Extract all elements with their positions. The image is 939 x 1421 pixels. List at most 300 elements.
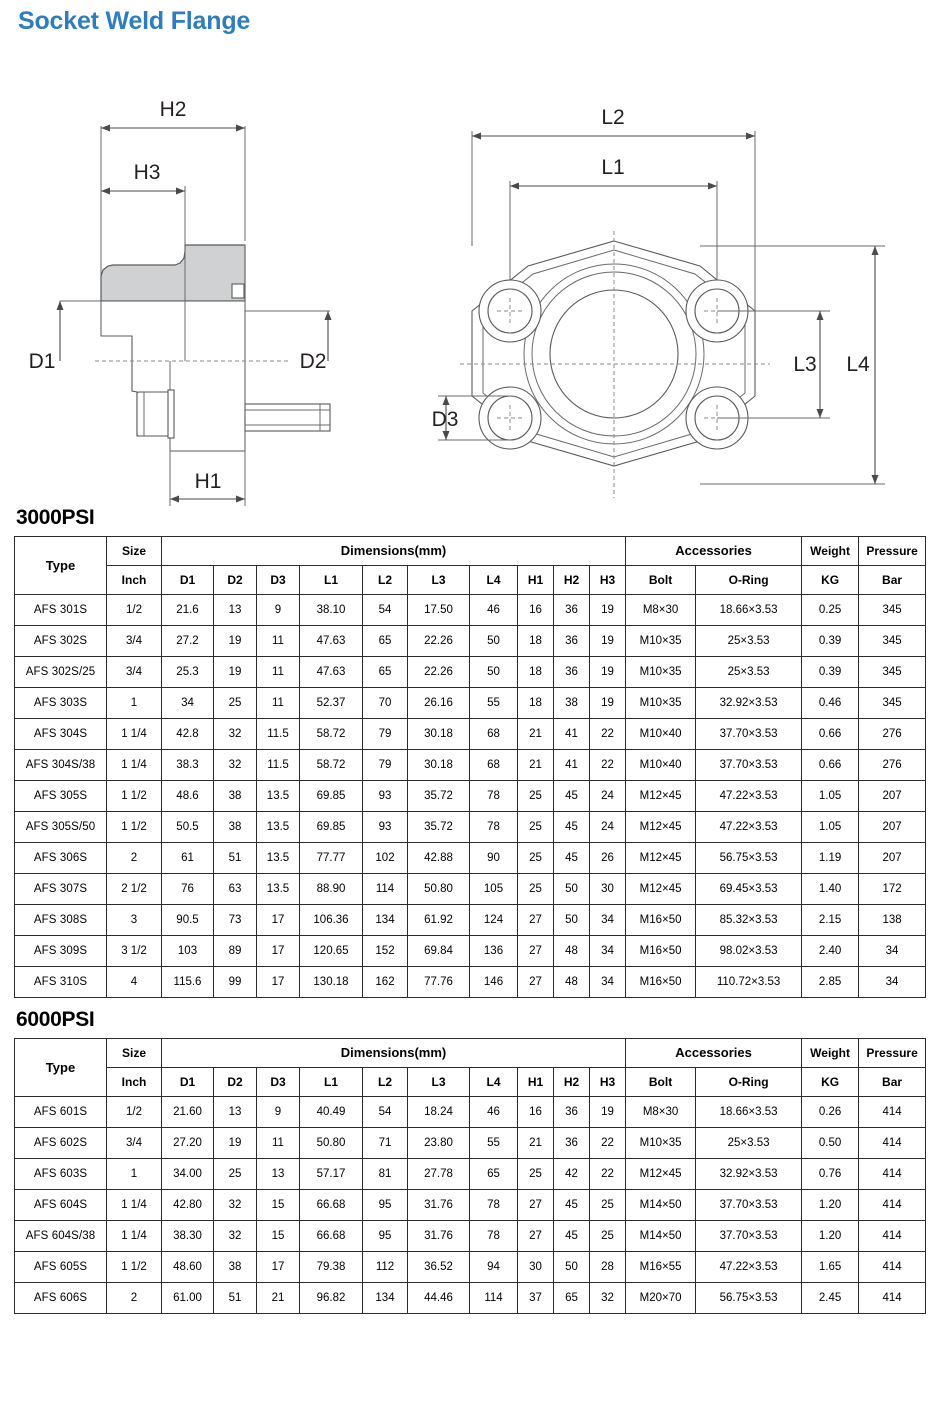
cell-bolt: M10×40 xyxy=(626,718,696,749)
label-l1: L1 xyxy=(601,155,625,179)
cell-h3: 34 xyxy=(590,935,626,966)
cell-h2: 50 xyxy=(554,873,590,904)
cell-d3: 17 xyxy=(257,904,300,935)
cell-bolt: M10×35 xyxy=(626,656,696,687)
cell-size: 1 1/4 xyxy=(107,749,162,780)
cell-h1: 27 xyxy=(518,966,554,997)
cell-h2: 36 xyxy=(554,1127,590,1158)
table-row xyxy=(15,1282,926,1313)
cell-h2: 45 xyxy=(554,1189,590,1220)
cell-type: AFS 307S xyxy=(15,873,107,904)
cell-l3: 26.16 xyxy=(408,687,470,718)
cell-l3: 17.50 xyxy=(408,594,470,625)
cell-l3: 23.80 xyxy=(408,1127,470,1158)
cell-l4: 68 xyxy=(470,718,518,749)
cell-pressure: 414 xyxy=(859,1282,926,1313)
cell-weight: 0.39 xyxy=(802,625,859,656)
cell-l3: 69.84 xyxy=(408,935,470,966)
spec-table-3000psi xyxy=(14,536,926,998)
cell-l2: 134 xyxy=(363,1282,408,1313)
cell-d1: 42.8 xyxy=(162,718,214,749)
cell-d3: 11.5 xyxy=(257,718,300,749)
cell-type: AFS 310S xyxy=(15,966,107,997)
cell-d2: 19 xyxy=(214,656,257,687)
cell-d2: 32 xyxy=(214,718,257,749)
table-row xyxy=(15,1189,926,1220)
cell-l2: 79 xyxy=(363,718,408,749)
cell-oring: 98.02×3.53 xyxy=(696,935,802,966)
cell-size: 1/2 xyxy=(107,594,162,625)
cell-h2: 42 xyxy=(554,1158,590,1189)
cell-weight: 1.19 xyxy=(802,842,859,873)
cell-h1: 27 xyxy=(518,1220,554,1251)
cell-bolt: M8×30 xyxy=(626,1096,696,1127)
cell-l4: 78 xyxy=(470,811,518,842)
th-accessories: Accessories xyxy=(626,1038,802,1067)
table-row xyxy=(15,656,926,687)
table-row xyxy=(15,1251,926,1282)
cell-oring: 25×3.53 xyxy=(696,625,802,656)
cell-h2: 36 xyxy=(554,656,590,687)
cell-h1: 16 xyxy=(518,594,554,625)
th-bolt: Bolt xyxy=(626,1067,696,1096)
cell-h1: 25 xyxy=(518,780,554,811)
cell-type: AFS 302S xyxy=(15,625,107,656)
cell-d3: 13.5 xyxy=(257,811,300,842)
th-l4: L4 xyxy=(470,565,518,594)
cell-h3: 19 xyxy=(590,594,626,625)
cell-l1: 106.36 xyxy=(300,904,363,935)
cell-h3: 26 xyxy=(590,842,626,873)
cell-h3: 22 xyxy=(590,1127,626,1158)
cell-d1: 38.3 xyxy=(162,749,214,780)
th-h2: H2 xyxy=(554,565,590,594)
cell-type: AFS 309S xyxy=(15,935,107,966)
cell-type: AFS 305S xyxy=(15,780,107,811)
cell-l2: 54 xyxy=(363,594,408,625)
cell-d3: 13 xyxy=(257,1158,300,1189)
th-l4: L4 xyxy=(470,1067,518,1096)
cell-size: 3/4 xyxy=(107,625,162,656)
cell-pressure: 345 xyxy=(859,594,926,625)
cell-oring: 110.72×3.53 xyxy=(696,966,802,997)
cell-h3: 25 xyxy=(590,1220,626,1251)
cell-l2: 65 xyxy=(363,656,408,687)
cell-d2: 38 xyxy=(214,1251,257,1282)
cell-weight: 1.40 xyxy=(802,873,859,904)
cell-d3: 11.5 xyxy=(257,749,300,780)
cell-l4: 105 xyxy=(470,873,518,904)
cell-l3: 44.46 xyxy=(408,1282,470,1313)
cell-d3: 13.5 xyxy=(257,780,300,811)
cell-d2: 51 xyxy=(214,842,257,873)
th-h3: H3 xyxy=(590,1067,626,1096)
cell-size: 3/4 xyxy=(107,1127,162,1158)
table-row xyxy=(15,780,926,811)
th-dimensions: Dimensions(mm) xyxy=(162,536,626,565)
cell-d2: 13 xyxy=(214,594,257,625)
cell-l4: 78 xyxy=(470,1189,518,1220)
cell-l3: 30.18 xyxy=(408,718,470,749)
label-l4: L4 xyxy=(846,352,870,376)
cell-h2: 45 xyxy=(554,811,590,842)
cell-h1: 25 xyxy=(518,842,554,873)
th-pressure-unit: Bar xyxy=(859,1067,926,1096)
cell-d3: 11 xyxy=(257,625,300,656)
cell-h3: 19 xyxy=(590,625,626,656)
cell-d3: 15 xyxy=(257,1220,300,1251)
cell-h2: 50 xyxy=(554,1251,590,1282)
cell-l2: 95 xyxy=(363,1189,408,1220)
cell-type: AFS 306S xyxy=(15,842,107,873)
cell-size: 1 xyxy=(107,1158,162,1189)
label-d2: D2 xyxy=(299,349,327,373)
cell-d1: 50.5 xyxy=(162,811,214,842)
cell-bolt: M10×35 xyxy=(626,625,696,656)
cell-h1: 25 xyxy=(518,811,554,842)
cell-l1: 47.63 xyxy=(300,625,363,656)
cell-l3: 50.80 xyxy=(408,873,470,904)
cell-pressure: 276 xyxy=(859,718,926,749)
cell-weight: 0.25 xyxy=(802,594,859,625)
cell-type: AFS 304S/38 xyxy=(15,749,107,780)
th-d2: D2 xyxy=(214,1067,257,1096)
cell-d1: 61.00 xyxy=(162,1282,214,1313)
cell-d2: 32 xyxy=(214,749,257,780)
cell-weight: 0.66 xyxy=(802,749,859,780)
table-row xyxy=(15,1127,926,1158)
header-row-sub xyxy=(15,565,926,594)
cell-l1: 69.85 xyxy=(300,780,363,811)
cell-h3: 22 xyxy=(590,1158,626,1189)
cell-l2: 95 xyxy=(363,1220,408,1251)
table-row xyxy=(15,842,926,873)
cell-bolt: M12×45 xyxy=(626,780,696,811)
th-size: Size xyxy=(107,1038,162,1067)
cell-h3: 32 xyxy=(590,1282,626,1313)
cell-d2: 13 xyxy=(214,1096,257,1127)
table-row xyxy=(15,594,926,625)
cell-h3: 22 xyxy=(590,718,626,749)
th-d1: D1 xyxy=(162,565,214,594)
cell-pressure: 172 xyxy=(859,873,926,904)
table-row xyxy=(15,873,926,904)
cell-oring: 18.66×3.53 xyxy=(696,594,802,625)
cell-d2: 19 xyxy=(214,1127,257,1158)
cell-l1: 52.37 xyxy=(300,687,363,718)
cell-oring: 25×3.53 xyxy=(696,1127,802,1158)
cell-h2: 36 xyxy=(554,1096,590,1127)
th-d1: D1 xyxy=(162,1067,214,1096)
cell-l2: 71 xyxy=(363,1127,408,1158)
cell-type: AFS 304S xyxy=(15,718,107,749)
cell-h1: 21 xyxy=(518,1127,554,1158)
th-h1: H1 xyxy=(518,1067,554,1096)
cell-l1: 57.17 xyxy=(300,1158,363,1189)
cell-size: 2 xyxy=(107,842,162,873)
cell-d1: 25.3 xyxy=(162,656,214,687)
drawings-svg xyxy=(0,36,939,506)
cell-pressure: 138 xyxy=(859,904,926,935)
table-row xyxy=(15,904,926,935)
table-row xyxy=(15,749,926,780)
cell-d3: 13.5 xyxy=(257,842,300,873)
cell-oring: 37.70×3.53 xyxy=(696,1220,802,1251)
cell-l2: 81 xyxy=(363,1158,408,1189)
cell-h1: 18 xyxy=(518,625,554,656)
cell-d2: 89 xyxy=(214,935,257,966)
cell-l3: 35.72 xyxy=(408,780,470,811)
dimension-h1 xyxy=(170,470,245,503)
cell-l2: 152 xyxy=(363,935,408,966)
cell-l4: 68 xyxy=(470,749,518,780)
cell-weight: 1.20 xyxy=(802,1220,859,1251)
cell-l4: 55 xyxy=(470,687,518,718)
cell-l2: 70 xyxy=(363,687,408,718)
th-l3: L3 xyxy=(408,565,470,594)
flange-body-profile xyxy=(101,245,245,301)
th-weight-unit: KG xyxy=(802,1067,859,1096)
oring-groove-notch xyxy=(232,284,244,298)
cell-oring: 47.22×3.53 xyxy=(696,780,802,811)
cell-pressure: 207 xyxy=(859,811,926,842)
spec-table-6000psi xyxy=(14,1038,926,1314)
th-oring: O-Ring xyxy=(696,565,802,594)
cell-h3: 30 xyxy=(590,873,626,904)
cell-l2: 162 xyxy=(363,966,408,997)
cell-h3: 24 xyxy=(590,780,626,811)
cell-d3: 11 xyxy=(257,656,300,687)
th-pressure: Pressure xyxy=(859,536,926,565)
cell-pressure: 34 xyxy=(859,935,926,966)
th-weight: Weight xyxy=(802,536,859,565)
cell-type: AFS 606S xyxy=(15,1282,107,1313)
cell-type: AFS 601S xyxy=(15,1096,107,1127)
cell-h2: 45 xyxy=(554,780,590,811)
th-l3: L3 xyxy=(408,1067,470,1096)
cell-bolt: M16×50 xyxy=(626,935,696,966)
cell-d1: 27.20 xyxy=(162,1127,214,1158)
cell-h1: 21 xyxy=(518,718,554,749)
cell-l4: 55 xyxy=(470,1127,518,1158)
cell-h2: 38 xyxy=(554,687,590,718)
cell-oring: 47.22×3.53 xyxy=(696,1251,802,1282)
cell-l2: 79 xyxy=(363,749,408,780)
cell-type: AFS 603S xyxy=(15,1158,107,1189)
cell-l4: 146 xyxy=(470,966,518,997)
cell-oring: 37.70×3.53 xyxy=(696,1189,802,1220)
cell-size: 1 1/2 xyxy=(107,811,162,842)
cell-d1: 34.00 xyxy=(162,1158,214,1189)
cell-type: AFS 602S xyxy=(15,1127,107,1158)
section-heading-6000psi: 6000PSI xyxy=(16,1007,95,1031)
th-l1: L1 xyxy=(300,1067,363,1096)
cell-h2: 41 xyxy=(554,749,590,780)
cell-weight: 1.65 xyxy=(802,1251,859,1282)
cell-h2: 48 xyxy=(554,966,590,997)
header-row-sub xyxy=(15,1067,926,1096)
th-bolt: Bolt xyxy=(626,565,696,594)
cell-d2: 38 xyxy=(214,780,257,811)
cell-weight: 2.45 xyxy=(802,1282,859,1313)
cell-weight: 2.85 xyxy=(802,966,859,997)
cell-h2: 48 xyxy=(554,935,590,966)
cell-d3: 21 xyxy=(257,1282,300,1313)
label-d1: D1 xyxy=(28,349,56,373)
cell-bolt: M20×70 xyxy=(626,1282,696,1313)
cell-d1: 103 xyxy=(162,935,214,966)
cell-h1: 27 xyxy=(518,904,554,935)
cell-l1: 40.49 xyxy=(300,1096,363,1127)
cell-l1: 79.38 xyxy=(300,1251,363,1282)
cell-weight: 1.20 xyxy=(802,1189,859,1220)
cell-h3: 19 xyxy=(590,1096,626,1127)
cell-d3: 11 xyxy=(257,687,300,718)
cell-type: AFS 308S xyxy=(15,904,107,935)
cell-l2: 54 xyxy=(363,1096,408,1127)
cell-size: 4 xyxy=(107,966,162,997)
header-row-group xyxy=(15,1038,926,1067)
cell-bolt: M10×40 xyxy=(626,749,696,780)
cell-h1: 27 xyxy=(518,1189,554,1220)
cell-h1: 16 xyxy=(518,1096,554,1127)
cell-h3: 28 xyxy=(590,1251,626,1282)
cell-bolt: M16×50 xyxy=(626,904,696,935)
cell-h1: 21 xyxy=(518,749,554,780)
cell-h3: 25 xyxy=(590,1189,626,1220)
table-row xyxy=(15,811,926,842)
cell-size: 1 1/2 xyxy=(107,1251,162,1282)
cell-d3: 11 xyxy=(257,1127,300,1158)
table-row xyxy=(15,935,926,966)
cell-pressure: 207 xyxy=(859,780,926,811)
cell-type: AFS 303S xyxy=(15,687,107,718)
cell-size: 1 1/2 xyxy=(107,780,162,811)
cell-l3: 31.76 xyxy=(408,1220,470,1251)
cell-pressure: 414 xyxy=(859,1220,926,1251)
cell-pressure: 207 xyxy=(859,842,926,873)
cell-bolt: M14×50 xyxy=(626,1189,696,1220)
table-row xyxy=(15,687,926,718)
cell-weight: 0.39 xyxy=(802,656,859,687)
cell-h3: 22 xyxy=(590,749,626,780)
page-title: Socket Weld Flange xyxy=(18,7,251,35)
cell-l1: 66.68 xyxy=(300,1220,363,1251)
cell-size: 3 xyxy=(107,904,162,935)
th-pressure: Pressure xyxy=(859,1038,926,1067)
table-row xyxy=(15,718,926,749)
cell-d1: 21.60 xyxy=(162,1096,214,1127)
cell-type: AFS 604S xyxy=(15,1189,107,1220)
dimension-d2 xyxy=(245,311,332,373)
cell-type: AFS 604S/38 xyxy=(15,1220,107,1251)
cell-l3: 61.92 xyxy=(408,904,470,935)
th-weight-unit: KG xyxy=(802,565,859,594)
cell-l1: 66.68 xyxy=(300,1189,363,1220)
cell-bolt: M12×45 xyxy=(626,1158,696,1189)
cell-h2: 36 xyxy=(554,594,590,625)
cell-h3: 34 xyxy=(590,904,626,935)
label-l2: L2 xyxy=(601,105,625,129)
cell-h2: 36 xyxy=(554,625,590,656)
cell-d3: 9 xyxy=(257,1096,300,1127)
side-section-view xyxy=(29,98,332,506)
cell-l1: 58.72 xyxy=(300,749,363,780)
cell-d2: 63 xyxy=(214,873,257,904)
cell-l1: 77.77 xyxy=(300,842,363,873)
cell-pressure: 414 xyxy=(859,1251,926,1282)
cell-d1: 27.2 xyxy=(162,625,214,656)
cell-l4: 78 xyxy=(470,780,518,811)
cell-d1: 61 xyxy=(162,842,214,873)
cell-l2: 93 xyxy=(363,811,408,842)
cell-oring: 56.75×3.53 xyxy=(696,842,802,873)
cell-h3: 19 xyxy=(590,656,626,687)
cell-pressure: 414 xyxy=(859,1096,926,1127)
spec-table-6000psi-wrap xyxy=(0,1038,939,1314)
table-row xyxy=(15,966,926,997)
th-l2: L2 xyxy=(363,565,408,594)
cell-l1: 88.90 xyxy=(300,873,363,904)
label-h2: H2 xyxy=(159,97,187,121)
th-dimensions: Dimensions(mm) xyxy=(162,1038,626,1067)
label-l3: L3 xyxy=(793,352,817,376)
cell-type: AFS 302S/25 xyxy=(15,656,107,687)
cell-d3: 15 xyxy=(257,1189,300,1220)
th-type: Type xyxy=(15,1038,107,1096)
cell-oring: 69.45×3.53 xyxy=(696,873,802,904)
table-head xyxy=(15,536,926,594)
cell-l3: 18.24 xyxy=(408,1096,470,1127)
cell-d1: 34 xyxy=(162,687,214,718)
cell-l1: 130.18 xyxy=(300,966,363,997)
cell-l4: 46 xyxy=(470,1096,518,1127)
label-h1: H1 xyxy=(194,469,222,493)
th-size-unit: Inch xyxy=(107,565,162,594)
cell-h1: 25 xyxy=(518,1158,554,1189)
spec-table-3000psi-wrap xyxy=(0,536,939,998)
cell-d1: 21.6 xyxy=(162,594,214,625)
cell-d1: 48.6 xyxy=(162,780,214,811)
cell-weight: 0.66 xyxy=(802,718,859,749)
technical-drawings xyxy=(0,36,939,506)
cell-l3: 27.78 xyxy=(408,1158,470,1189)
cell-size: 3/4 xyxy=(107,656,162,687)
cell-type: AFS 301S xyxy=(15,594,107,625)
dimension-h3 xyxy=(101,161,185,251)
cell-bolt: M16×55 xyxy=(626,1251,696,1282)
cell-h2: 45 xyxy=(554,842,590,873)
cell-d2: 32 xyxy=(214,1189,257,1220)
th-type: Type xyxy=(15,536,107,594)
cell-h2: 41 xyxy=(554,718,590,749)
cell-l1: 120.65 xyxy=(300,935,363,966)
cell-bolt: M16×50 xyxy=(626,966,696,997)
cell-l1: 96.82 xyxy=(300,1282,363,1313)
cell-d1: 48.60 xyxy=(162,1251,214,1282)
cell-pressure: 414 xyxy=(859,1189,926,1220)
cell-l3: 36.52 xyxy=(408,1251,470,1282)
th-h3: H3 xyxy=(590,565,626,594)
cell-h3: 34 xyxy=(590,966,626,997)
cell-pressure: 345 xyxy=(859,625,926,656)
label-h3: H3 xyxy=(133,160,161,184)
cell-d2: 38 xyxy=(214,811,257,842)
th-weight: Weight xyxy=(802,1038,859,1067)
cell-h1: 25 xyxy=(518,873,554,904)
cell-l2: 114 xyxy=(363,873,408,904)
cell-weight: 2.15 xyxy=(802,904,859,935)
